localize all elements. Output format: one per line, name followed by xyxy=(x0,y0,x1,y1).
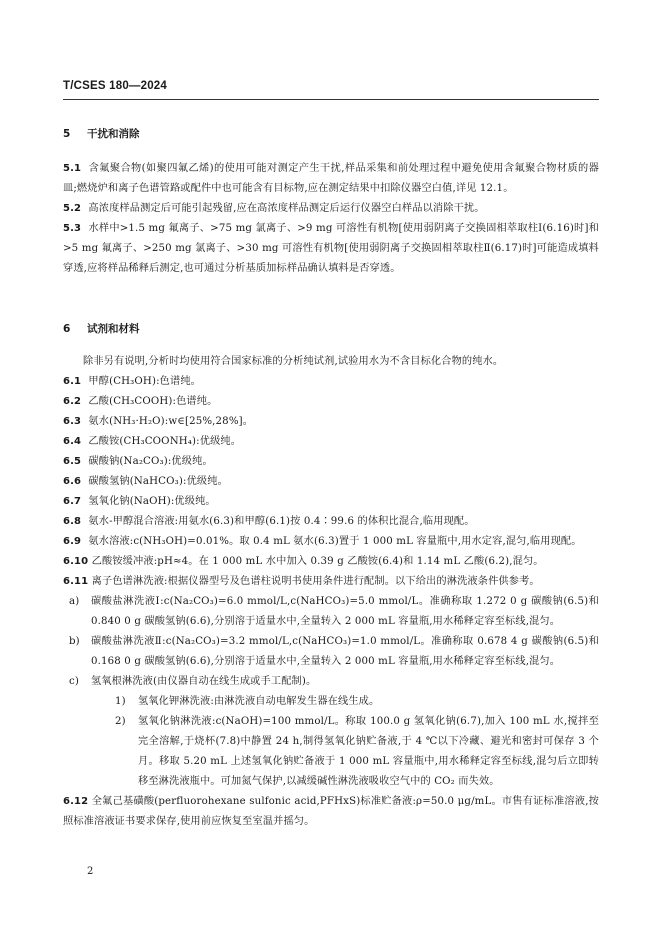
section-5-number: 5 xyxy=(63,128,71,140)
section-6-number: 6 xyxy=(63,323,71,335)
section-6-body xyxy=(63,352,599,832)
clause-6-12: 6.12 全氟己基磺酸(perfluorohexane sulfonic acid,PFHxS)标准贮备液:ρ=50.0 μg/mL。市售有证标准溶液,按照标准溶液证书要求保存,使用前应恢复至室温并摇匀。 xyxy=(63,796,599,827)
sub-sub-item-1: 1) 氢氧化钾淋洗液:由淋洗液自动电解发生器在线生成。 xyxy=(115,696,380,707)
clause-6-11: 6.11 离子色谱淋洗液:根据仪器型号及色谱柱说明书使用条件进行配制。以下给出的淋洗液条件供参考。 xyxy=(63,576,540,587)
clause-5-1: 5.1 含氟聚合物(如聚四氟乙烯)的使用可能对测定产生干扰,样品采集和前处理过程中避免使用含氟聚合物材质的器皿;燃烧炉和离子色谱管路或配件中也可能含有目标物,应在测定结果中扣除仪器空白值,详见 12.1。 xyxy=(63,163,599,194)
section-6-heading xyxy=(63,321,140,336)
clause-6-3: 6.3 氨水(NH₃·H₂O):w∈[25%,28%]。 xyxy=(63,416,254,427)
clause-6-4: 6.4 乙酸铵(CH₃COONH₄):优级纯。 xyxy=(63,436,242,447)
sub-sub-item-2: 2) 氢氧化钠淋洗液:c(NaOH)=100 mmol/L。称取 100.0 g 氢氧化钠(6.7),加入 100 mL 水,搅拌至完全溶解,于烧杯(7.8)中静置 24 h,制得氢氧化钠贮备液,于 4 ℃以下冷藏、避光和密封可保存 3 个月。移取 5.20 mL 上述氢氧化钠贮备液于 1 000 mL 容量瓶中,用水稀释定容至标线,混匀后立即转移至淋洗液瓶中。可加氮气保护,以减缓碱性淋洗液吸收空气中的 CO₂ 而失效。 xyxy=(115,716,599,787)
clause-6-1: 6.1 甲醇(CH₃OH):色谱纯。 xyxy=(63,376,201,387)
clause-6-5: 6.5 碳酸钠(Na₂CO₃):优级纯。 xyxy=(63,456,213,467)
sub-item-a: a) 碳酸盐淋洗液Ⅰ:c(Na₂CO₃)=6.0 mmol/L,c(NaHCO₃)=5.0 mmol/L。准确称取 1.272 0 g 碳酸钠(6.5)和 0.840 0 g 碳酸氢钠(6.6),分别溶于适量水中,全量转入 2 000 mL 容量瓶,用水稀释定容至标线,混匀。 xyxy=(69,596,599,627)
sub-item-b: b) 碳酸盐淋洗液Ⅱ:c(Na₂CO₃)=3.2 mmol/L,c(NaHCO₃)=1.0 mmol/L。准确称取 0.678 4 g 碳酸钠(6.5)和 0.168 0 g 碳酸氢钠(6.6),分别溶于适量水中,全量转入 2 000 mL 容量瓶,用水稀释定容至标线,混匀。 xyxy=(69,636,599,667)
section-6-intro: 除非另有说明,分析时均使用符合国家标准的分析纯试剂,试验用水为不含目标化合物的纯水。 xyxy=(83,356,504,367)
clause-6-7: 6.7 氢氧化钠(NaOH):优级纯。 xyxy=(63,496,216,507)
page-number: 2 xyxy=(87,866,94,877)
standard-code-header: T/CSES 180—2024 xyxy=(63,80,168,92)
clause-5-2: 5.2 高浓度样品测定后可能引起残留,应在高浓度样品测定后运行仪器空白样品以消除干扰。 xyxy=(63,203,485,214)
clause-6-2: 6.2 乙酸(CH₃COOH):色谱纯。 xyxy=(63,396,218,407)
sub-item-c: c) 氢氧根淋洗液(由仪器自动在线生成或手工配制)。 xyxy=(69,676,317,687)
section-6-title: 试剂和材料 xyxy=(87,323,140,335)
section-5-title: 干扰和消除 xyxy=(87,128,140,140)
clause-6-8: 6.8 氨水-甲醇混合溶液:用氨水(6.3)和甲醇(6.1)按 0.4∶99.6 的体积比混合,临用现配。 xyxy=(63,516,475,527)
section-5-body xyxy=(63,159,599,279)
clause-6-9: 6.9 氨水溶液:c(NH₃OH)=0.01%。取 0.4 mL 氨水(6.3)置于 1 000 mL 容量瓶中,用水定容,混匀,临用现配。 xyxy=(63,536,582,547)
section-5-heading xyxy=(63,126,140,141)
clause-5-3: 5.3 水样中>1.5 mg 氟离子、>75 mg 氯离子、>9 mg 可溶性有机物[使用弱阴离子交换固相萃取柱Ⅰ(6.16)时]和>5 mg 氟离子、>250 mg 氯离子、>30 mg 可溶性有机物[使用弱阴离子交换固相萃取柱Ⅱ(6.17)时]可能造成填料穿透,应将样品稀释后测定,也可通过分析基质加标样品确认填料是否穿透。 xyxy=(63,223,600,274)
clause-6-6: 6.6 碳酸氢钠(NaHCO₃):优级纯。 xyxy=(63,476,228,487)
header-rule xyxy=(63,99,599,100)
clause-6-10: 6.10 乙酸铵缓冲液:pH≈4。在 1 000 mL 水中加入 0.39 g 乙酸铵(6.4)和 1.14 mL 乙酸(6.2),混匀。 xyxy=(63,556,544,567)
